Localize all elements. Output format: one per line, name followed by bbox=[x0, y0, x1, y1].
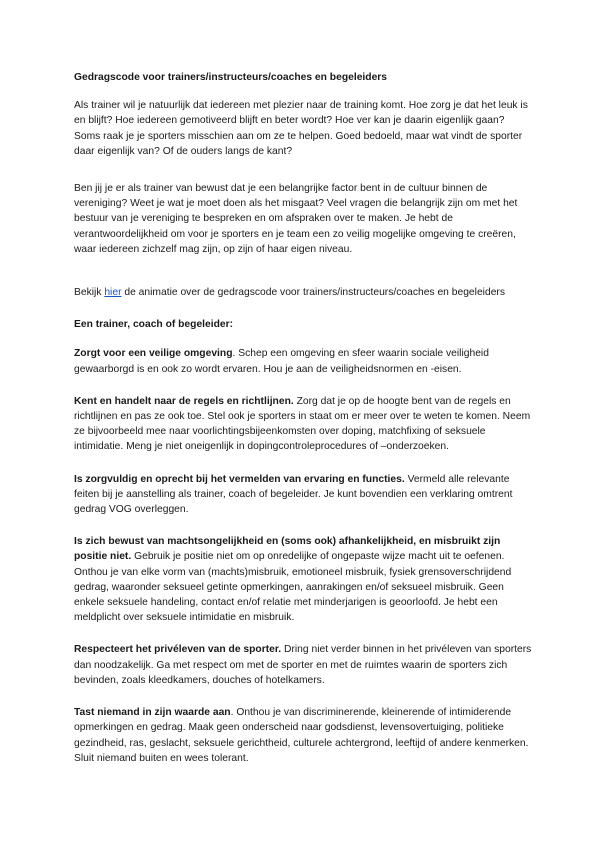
code-item-heading: Kent en handelt naar de regels en richtlijnen. bbox=[74, 395, 294, 407]
code-item-heading: Zorgt voor een veilige omgeving bbox=[74, 348, 233, 360]
document-body bbox=[74, 70, 532, 766]
animation-paragraph bbox=[74, 285, 532, 300]
code-item-rules bbox=[74, 394, 532, 455]
animation-link[interactable]: hier bbox=[104, 287, 122, 299]
document-title: Gedragscode voor trainers/instructeurs/coaches en begeleiders bbox=[74, 72, 388, 83]
code-item-text: Zorg dat je op de hoogte bent van de regels en richtlijnen en pas ze ook toe. Stel ook je sporters in staat om er meer over te weten te komen. Neem ze bijvoorbeeld mee naar voorlichtingsbijeenkomsten over doping, matchfixing of seksuele intimidatie. Meng je niet oneigenlijk in dopingcontroleprocedures of –onderzoeken. bbox=[74, 395, 531, 453]
code-item-text: . Onthou je van discriminerende, kleinerende of intimiderende opmerkingen en gedrag. Maak geen onderscheid naar godsdienst, levensovertuiging, politieke gezindheid, ras, geslacht, seksuele gerichtheid, culturele achtergrond, leeftijd of andere kenmerken. Sluit niemand buiten en wees tolerant. bbox=[74, 707, 529, 764]
code-item-heading: Is zorgvuldig en oprecht bij het vermelden van ervaring en functies. bbox=[74, 473, 405, 485]
code-item-text: Gebruik je positie niet om op onredelijke of ongepaste wijze macht uit te oefenen. Onthou je van elke vorm van (machts)misbruik, emotioneel misbruik, fysiek grensoverschrijdend gedrag, waaronder seksueel getinte opmerkingen, aanrakingen en/of seksueel misbruik. Geen enkele seksuele handeling, contact en/of relatie met minderjarigen is geoorloofd. Je hebt een meldplicht over seksuele intimidatie en misbruik. bbox=[74, 551, 512, 624]
code-item-power-imbalance bbox=[74, 534, 532, 625]
section-heading: Een trainer, coach of begeleider: bbox=[74, 319, 234, 331]
intro-paragraph-1: Als trainer wil je natuurlijk dat iedereen met plezier naar de training komt. Hoe zorg je dat het leuk is en blijft? Hoe iedereen gemotiveerd blijft en beter wordt? Hoe ver kan je daarin eigenlijk gaan? Soms raak je je sporters misschien aan om ze te helpen. Goed bedoeld, maar wat vindt de sporter daar eigenlijk van? Of de ouders langs de kant? bbox=[74, 100, 528, 157]
code-item-privacy bbox=[74, 642, 532, 688]
intro-paragraph-2: Ben jij je er als trainer van bewust dat je een belangrijke factor bent in de cultuur binnen de vereniging? Weet je wat je moet doen als het misgaat? Veel vragen die belangrijk zijn om met het bestuur van je vereniging te bespreken en om afspraken over te maken. Je hebt de verantwoordelijkheid om voor je sporters en je team een zo veilig mogelijke omgeving te creëren, waar iedereen zichzelf mag zijn, op zijn of haar eigen niveau. bbox=[74, 183, 518, 255]
code-item-text: Vermeld alle relevante feiten bij je aanstelling als trainer, coach of begeleider. Je kunt bovendien een verklaring omtrent gedrag VOG overleggen. bbox=[74, 473, 513, 516]
animation-text-after: de animatie over de gedragscode voor trainers/instructeurs/coaches en begeleiders bbox=[121, 287, 505, 299]
code-item-text: Dring niet verder binnen in het privéleven van sporters dan noodzakelijk. Ga met respect om met de sporter en met de ruimtes waarin de sporters zich bevinden, zoals kleedkamers, douches of hotelkamers. bbox=[74, 644, 532, 686]
animation-text-before: Bekijk bbox=[74, 287, 105, 299]
code-item-text: . Schep een omgeving en sfeer waarin sociale veiligheid gewaarborgd is en ook zo wordt ervaren. Hou je aan de veiligheidsnormen en -eisen. bbox=[74, 348, 489, 375]
code-item-safe-environment bbox=[74, 346, 532, 376]
code-item-heading: Respecteert het privéleven van de sporter. bbox=[74, 644, 282, 656]
code-item-heading: Tast niemand in zijn waarde aan bbox=[74, 707, 231, 719]
code-item-dignity bbox=[74, 705, 532, 766]
code-item-heading: Is zich bewust van machtsongelijkheid en (soms ook) afhankelijkheid, en misbruikt zijn positie niet. bbox=[74, 536, 501, 563]
code-item-experience bbox=[74, 472, 532, 518]
